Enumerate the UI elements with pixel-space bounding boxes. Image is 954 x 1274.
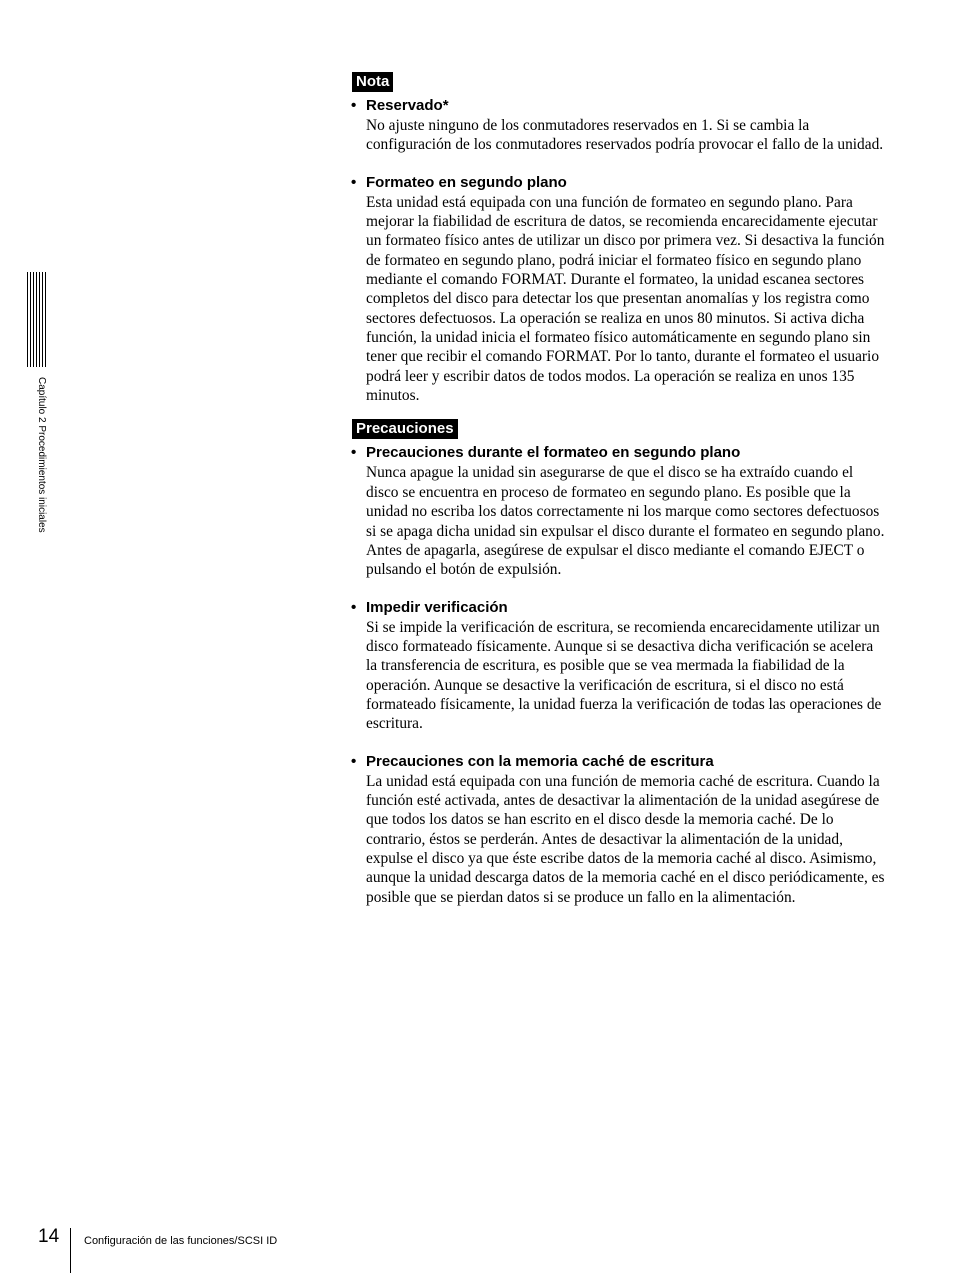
main-content [351, 72, 886, 907]
bullet: • [351, 173, 357, 191]
item-title: Reservado* [366, 97, 449, 114]
footer-section-title: Configuración de las funciones/SCSI ID [84, 1235, 278, 1247]
chapter-tab-marker [27, 272, 48, 367]
precauciones-heading: Precauciones [352, 419, 458, 439]
item-title: Precauciones durante el formateo en segundo plano [366, 444, 741, 462]
item-title: Precauciones con la memoria caché de escritura [366, 752, 714, 770]
nota-item-formateo [351, 173, 886, 406]
item-body: Esta unidad está equipada con una función de formateo en segundo plano. Para mejorar la fiabilidad de escritura de datos, se recomienda encarecidamente ejecutar un formateo físico antes de utilizar un disco por primera vez. Si desactiva la función de formateo en segundo plano, podrá iniciar el formateo físico en segundo plano mediante el comando FORMAT. Durante el formateo, la unidad escanea sectores completos del disco para detectar los que presentan anomalías y los registra como sectores defectuosos. La operación se realiza en unos 80 minutos. Si activa dicha función, la unidad inicia el formateo físico automáticamente en segundo plano sin tener que recibir el comando FORMAT. Por lo tanto, durante el formateo el usuario podrá leer y escribir datos de todos modos. La operación se realiza en unos 135 minutos. [366, 193, 885, 405]
footer-divider [70, 1228, 71, 1273]
bullet: • [351, 444, 357, 462]
precauciones-item-formateo [351, 443, 886, 579]
item-title: Impedir verificación [366, 598, 508, 616]
item-body: La unidad está equipada con una función de memoria caché de escritura. Cuando la función esté activada, antes de desactivar la alimentación de la unidad asegúrese de que todos los datos se han escrito en el disco desde la memoria caché. De lo contrario, éstos se perderán. Antes de desactivar la alimentación de la unidad, expulse el disco ya que éste escribe datos de la memoria caché al disco. Asimismo, aunque la unidad descarga datos de la memoria caché en el disco periódicamente, es posible que se pierdan datos si se produce un fallo en la alimentación. [366, 772, 885, 906]
item-body: Nunca apague la unidad sin asegurarse de que el disco se ha extraído cuando el disco se encuentra en proceso de formateo en segundo plano. Es posible que la unidad no escriba los datos correctamente ni los marque como sectores defectuosos si se apaga dicha unidad sin expulsar el disco durante el formateo en segundo plano. Antes de apagarla, asegúrese de expulsar el disco mediante el comando EJECT o pulsando el botón de expulsión. [366, 464, 885, 579]
precauciones-item-cache [351, 752, 886, 907]
nota-item-reservado [351, 96, 886, 155]
chapter-label: Capítulo 2 Procedimientos iniciales [36, 377, 47, 533]
bullet: • [351, 598, 357, 616]
precauciones-item-verificacion [351, 598, 886, 734]
item-body: No ajuste ninguno de los conmutadores reservados en 1. Si se cambia la configuración de los conmutadores reservados podría provocar el fallo de la unidad. [366, 117, 884, 154]
nota-heading: Nota [352, 72, 393, 92]
bullet: • [351, 97, 357, 114]
bullet: • [351, 752, 357, 770]
page-number: 14 [38, 1226, 60, 1247]
item-body: Si se impide la verificación de escritura, se recomienda encarecidamente utilizar un disco formateado físicamente. Aunque si se desactiva dicha verificación se acelera la transferencia de escritura, es posible que se vea mermada la fiabilidad de la operación. Aunque se desactive la verificación de escritura, si el disco no está formateado físicamente, la unidad fuerza la verificación de todas las operaciones de escritura. [366, 618, 882, 733]
item-title: Formateo en segundo plano [366, 173, 567, 191]
